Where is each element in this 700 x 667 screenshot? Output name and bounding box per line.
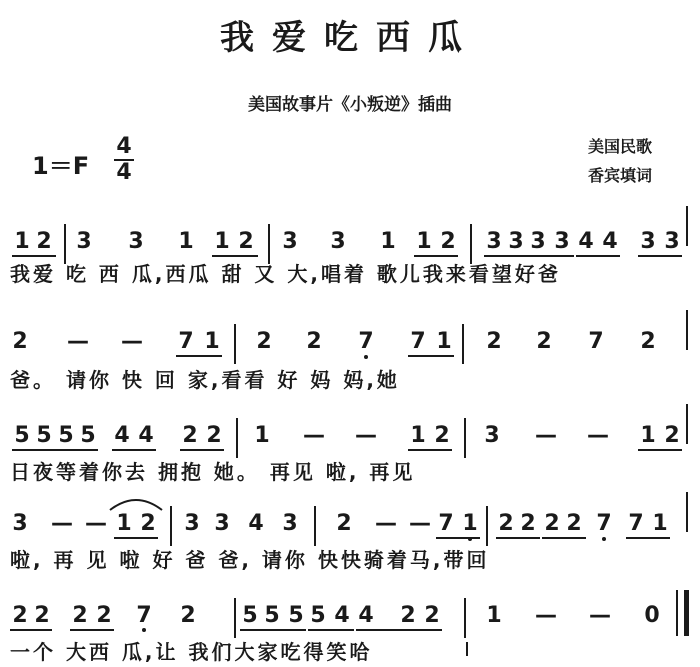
note: 2 (182, 423, 198, 448)
note: 5 (80, 423, 96, 448)
note: 7 (438, 511, 454, 536)
slur-curve (110, 500, 162, 510)
note: 4 (334, 603, 350, 628)
underline-beam (114, 537, 158, 539)
note: 2 (486, 329, 502, 354)
note: 7 (136, 603, 152, 628)
note: 2 (498, 511, 514, 536)
note: 1 (178, 229, 194, 254)
underline-beam (70, 629, 114, 631)
note: 7 (358, 329, 374, 354)
note: 3 (128, 229, 144, 254)
note: 2 (140, 511, 156, 536)
bar-line (234, 598, 236, 638)
underline-beam (12, 255, 56, 257)
underline-beam (528, 255, 574, 257)
note: 3 (214, 511, 230, 536)
time-signature-top: 4 (116, 134, 132, 159)
bar-line (314, 506, 316, 546)
note: 5 (264, 603, 280, 628)
underline-beam (12, 449, 98, 451)
bar-line (234, 324, 236, 364)
bar-line (686, 310, 688, 350)
final-barline-thin (676, 590, 678, 636)
underline-beam (638, 255, 682, 257)
bar-line (686, 492, 688, 532)
note: 2 (96, 603, 112, 628)
note: 2 (34, 603, 50, 628)
note: 2 (336, 511, 352, 536)
note: — (51, 511, 73, 536)
note: 2 (256, 329, 272, 354)
note: 1 (652, 511, 668, 536)
note: 3 (330, 229, 346, 254)
note: 1 (486, 603, 502, 628)
lyric-line: 日夜等着你去 拥抱 她。 再见 啦, 再见 (10, 460, 416, 484)
underline-beam (626, 537, 670, 539)
note: 2 (566, 511, 582, 536)
bar-line (170, 506, 172, 546)
note: 5 (58, 423, 74, 448)
note: 2 (306, 329, 322, 354)
time-signature-bottom: 4 (116, 160, 132, 185)
note: 7 (588, 329, 604, 354)
underline-beam (180, 449, 224, 451)
note: 5 (310, 603, 326, 628)
note: 7 (178, 329, 194, 354)
octave-dot (602, 537, 606, 541)
underline-beam (576, 255, 620, 257)
note: 4 (114, 423, 130, 448)
note: 1 (410, 423, 426, 448)
note: 1 (254, 423, 270, 448)
note: 2 (12, 329, 28, 354)
note: — (303, 423, 325, 448)
bar-line (464, 418, 466, 458)
note: 3 (486, 229, 502, 254)
note: 3 (76, 229, 92, 254)
note: 3 (184, 511, 200, 536)
underline-beam (408, 355, 454, 357)
bar-line (464, 598, 466, 638)
note: 1 (380, 229, 396, 254)
song-subtitle: 美国故事片《小叛逆》插曲 (248, 95, 452, 115)
note: — (355, 423, 377, 448)
time-signature (114, 136, 134, 184)
note: 2 (440, 229, 456, 254)
note: 3 (508, 229, 524, 254)
note: 5 (288, 603, 304, 628)
lyric-line: 我爱 吃 西 瓜,西瓜 甜 又 大,唱着 歌儿我来看望好爸 (10, 262, 561, 286)
note: 2 (640, 329, 656, 354)
octave-dot (468, 537, 472, 541)
bar-line (686, 404, 688, 444)
final-barline-thick (684, 590, 689, 636)
note: 5 (36, 423, 52, 448)
bar-line (64, 224, 66, 264)
underline-beam (542, 537, 586, 539)
lyric-line: 爸。 请你 快 回 家,看看 好 妈 妈,她 (10, 368, 400, 392)
note: 4 (602, 229, 618, 254)
bar-line (470, 224, 472, 264)
underline-beam (212, 255, 258, 257)
underline-beam (356, 629, 442, 631)
note: 5 (14, 423, 30, 448)
note: 2 (36, 229, 52, 254)
note: 0 (644, 603, 660, 628)
note: 3 (640, 229, 656, 254)
bar-line (486, 506, 488, 546)
note: 4 (578, 229, 594, 254)
note: 3 (12, 511, 28, 536)
note: 1 (214, 229, 230, 254)
note: 3 (282, 229, 298, 254)
note: 5 (242, 603, 258, 628)
note: 2 (180, 603, 196, 628)
underline-beam (10, 629, 52, 631)
note: — (589, 603, 611, 628)
note: 7 (628, 511, 644, 536)
underline-beam (484, 255, 528, 257)
note: 2 (544, 511, 560, 536)
note: 3 (664, 229, 680, 254)
note: 3 (282, 511, 298, 536)
note: 2 (12, 603, 28, 628)
note: 2 (536, 329, 552, 354)
note: 1 (436, 329, 452, 354)
note: 2 (434, 423, 450, 448)
note: — (85, 511, 107, 536)
bar-line (462, 324, 464, 364)
note: 2 (400, 603, 416, 628)
note: 2 (664, 423, 680, 448)
underline-beam (436, 537, 480, 539)
note: 7 (596, 511, 612, 536)
note: 4 (248, 511, 264, 536)
note: 4 (358, 603, 374, 628)
bar-line (268, 224, 270, 264)
origin-credit: 美国民歌 (588, 137, 653, 156)
note: 7 (410, 329, 426, 354)
note: 3 (554, 229, 570, 254)
lyric-line: 一个 大西 瓜,让 我们大家吃得笑哈 (10, 640, 373, 664)
note: — (409, 511, 431, 536)
lyricist-credit: 香宾填词 (588, 166, 653, 185)
note: 2 (520, 511, 536, 536)
song-title: 我爱吃西瓜 (220, 18, 480, 58)
note: — (587, 423, 609, 448)
breath-mark (466, 642, 468, 656)
note: 3 (484, 423, 500, 448)
underline-beam (408, 449, 452, 451)
note: 2 (72, 603, 88, 628)
underline-beam (414, 255, 458, 257)
note: 3 (530, 229, 546, 254)
note: — (67, 329, 89, 354)
note: 2 (238, 229, 254, 254)
underline-beam (308, 629, 354, 631)
underline-beam (496, 537, 540, 539)
underline-beam (112, 449, 156, 451)
lyric-line: 啦, 再 见 啦 好 爸 爸, 请你 快快骑着马,带回 (10, 548, 490, 572)
underline-beam (176, 355, 222, 357)
octave-dot (142, 628, 146, 632)
note: 4 (138, 423, 154, 448)
underline-beam (638, 449, 682, 451)
underline-beam (240, 629, 306, 631)
note: — (535, 603, 557, 628)
note: — (121, 329, 143, 354)
bar-line (236, 418, 238, 458)
note: 1 (14, 229, 30, 254)
slur-mark (106, 494, 166, 514)
note: 1 (116, 511, 132, 536)
note: 1 (416, 229, 432, 254)
note: 1 (640, 423, 656, 448)
octave-dot (364, 355, 368, 359)
note: 1 (204, 329, 220, 354)
key-signature: 1＝F (32, 152, 90, 180)
note: — (375, 511, 397, 536)
bar-line (686, 206, 688, 246)
note: 2 (206, 423, 222, 448)
note: 1 (462, 511, 478, 536)
note: — (535, 423, 557, 448)
note: 2 (424, 603, 440, 628)
